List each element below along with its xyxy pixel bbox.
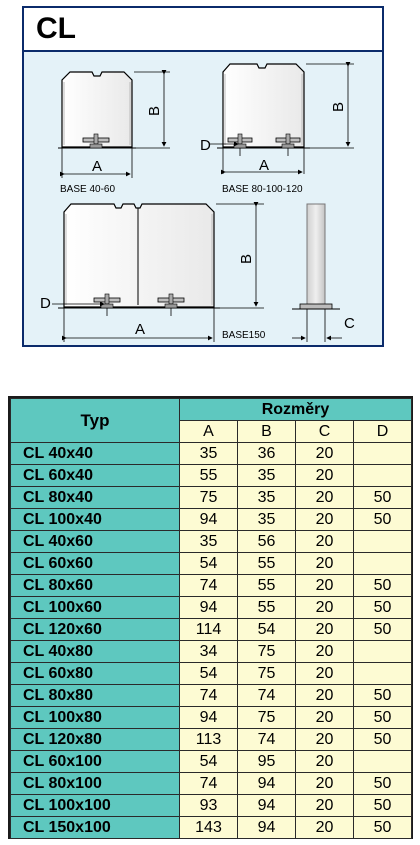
cell-a: 34 <box>180 641 238 663</box>
cell-d: 50 <box>354 487 412 509</box>
cell-d <box>354 465 412 487</box>
cell-d <box>354 663 412 685</box>
cell-d <box>354 531 412 553</box>
fig3-dim-b: B <box>238 253 255 265</box>
row-type-cell: CL 150x100 <box>11 817 180 839</box>
row-type-cell: CL 120x60 <box>11 619 180 641</box>
table-row <box>11 465 412 487</box>
cell-d: 50 <box>354 729 412 751</box>
cell-c: 20 <box>296 597 354 619</box>
cell-a: 94 <box>180 509 238 531</box>
column-header-a: A <box>180 421 238 443</box>
cell-a: 35 <box>180 443 238 465</box>
cell-b: 55 <box>238 597 296 619</box>
cell-c: 20 <box>296 509 354 531</box>
figure-base-40-60 <box>58 72 170 195</box>
cell-c: 20 <box>296 465 354 487</box>
row-type-cell: CL 100x80 <box>11 707 180 729</box>
cell-a: 75 <box>180 487 238 509</box>
cell-c: 20 <box>296 663 354 685</box>
fig3-caption: BASE150 <box>222 330 266 341</box>
table-row <box>11 817 412 839</box>
table-row <box>11 773 412 795</box>
cell-c: 20 <box>296 817 354 839</box>
cell-b: 75 <box>238 707 296 729</box>
cell-d: 50 <box>354 773 412 795</box>
fig2-dim-b: B <box>330 101 347 113</box>
cell-c: 20 <box>296 443 354 465</box>
row-type-cell: CL 60x40 <box>11 465 180 487</box>
cell-c: 20 <box>296 641 354 663</box>
cell-d: 50 <box>354 509 412 531</box>
table-row <box>11 443 412 465</box>
dimensions-table <box>10 398 412 839</box>
page-title: CL <box>36 12 76 45</box>
cell-a: 113 <box>180 729 238 751</box>
cell-c: 20 <box>296 619 354 641</box>
cell-c: 20 <box>296 531 354 553</box>
cell-b: 35 <box>238 465 296 487</box>
fig1-dim-a: A <box>91 158 103 175</box>
table-row <box>11 509 412 531</box>
table-row <box>11 751 412 773</box>
row-type-cell: CL 60x100 <box>11 751 180 773</box>
cell-d: 50 <box>354 597 412 619</box>
cell-c: 20 <box>296 685 354 707</box>
cell-c: 20 <box>296 487 354 509</box>
figure-base-150 <box>40 204 266 342</box>
cell-b: 75 <box>238 663 296 685</box>
table-row <box>11 641 412 663</box>
figure-base-80-100-120 <box>200 64 354 195</box>
dimensions-group-header: Rozměry <box>180 399 412 421</box>
cell-d: 50 <box>354 619 412 641</box>
cell-a: 54 <box>180 553 238 575</box>
type-column-header: Typ <box>11 399 180 443</box>
cell-b: 55 <box>238 553 296 575</box>
cell-a: 94 <box>180 707 238 729</box>
cell-c: 20 <box>296 751 354 773</box>
cell-b: 74 <box>238 729 296 751</box>
fig2-caption: BASE 80-100-120 <box>222 184 303 195</box>
row-type-cell: CL 100x100 <box>11 795 180 817</box>
cell-d: 50 <box>354 795 412 817</box>
fig1-caption: BASE 40-60 <box>60 184 116 195</box>
cell-d <box>354 751 412 773</box>
cell-a: 143 <box>180 817 238 839</box>
row-type-cell: CL 80x60 <box>11 575 180 597</box>
row-type-cell: CL 40x40 <box>11 443 180 465</box>
row-type-cell: CL 80x40 <box>11 487 180 509</box>
cell-b: 75 <box>238 641 296 663</box>
cell-b: 35 <box>238 487 296 509</box>
column-header-d: D <box>354 421 412 443</box>
table-row <box>11 531 412 553</box>
cell-d: 50 <box>354 575 412 597</box>
fig3-dim-a: A <box>134 321 146 338</box>
cell-b: 35 <box>238 509 296 531</box>
cell-a: 74 <box>180 575 238 597</box>
cell-b: 95 <box>238 751 296 773</box>
cell-d: 50 <box>354 707 412 729</box>
cell-c: 20 <box>296 553 354 575</box>
row-type-cell: CL 120x80 <box>11 729 180 751</box>
cell-a: 74 <box>180 685 238 707</box>
panel-title-bar <box>24 8 382 52</box>
cell-a: 35 <box>180 531 238 553</box>
technical-drawing <box>24 52 382 345</box>
cell-a: 54 <box>180 663 238 685</box>
fig4-dim-c: C <box>344 315 355 332</box>
cell-c: 20 <box>296 795 354 817</box>
table-row <box>11 795 412 817</box>
cell-d: 50 <box>354 817 412 839</box>
fig3-dim-d: D <box>40 295 51 312</box>
cell-b: 94 <box>238 817 296 839</box>
cell-d <box>354 443 412 465</box>
row-type-cell: CL 60x80 <box>11 663 180 685</box>
cell-b: 94 <box>238 795 296 817</box>
column-header-b: B <box>238 421 296 443</box>
cell-a: 74 <box>180 773 238 795</box>
table-body <box>11 443 412 839</box>
cell-d <box>354 553 412 575</box>
row-type-cell: CL 80x100 <box>11 773 180 795</box>
row-type-cell: CL 40x80 <box>11 641 180 663</box>
row-type-cell: CL 100x40 <box>11 509 180 531</box>
cell-c: 20 <box>296 707 354 729</box>
table-row <box>11 729 412 751</box>
cell-b: 74 <box>238 685 296 707</box>
figure-side-profile <box>292 204 355 342</box>
cell-a: 55 <box>180 465 238 487</box>
table-row <box>11 619 412 641</box>
cell-a: 93 <box>180 795 238 817</box>
cell-d <box>354 641 412 663</box>
row-type-cell: CL 80x80 <box>11 685 180 707</box>
cell-b: 36 <box>238 443 296 465</box>
table-row <box>11 575 412 597</box>
table-row <box>11 553 412 575</box>
cell-b: 56 <box>238 531 296 553</box>
row-type-cell: CL 40x60 <box>11 531 180 553</box>
fig1-dim-b: B <box>146 105 163 117</box>
drawing-panel <box>22 6 384 347</box>
row-type-cell: CL 60x60 <box>11 553 180 575</box>
table-row <box>11 663 412 685</box>
cell-a: 94 <box>180 597 238 619</box>
fig2-dim-a: A <box>258 157 270 174</box>
table-row <box>11 707 412 729</box>
cell-a: 114 <box>180 619 238 641</box>
cell-b: 55 <box>238 575 296 597</box>
table-row <box>11 597 412 619</box>
cell-c: 20 <box>296 729 354 751</box>
table-row <box>11 685 412 707</box>
fig2-dim-d: D <box>200 137 211 154</box>
column-header-c: C <box>296 421 354 443</box>
cell-c: 20 <box>296 575 354 597</box>
cell-a: 54 <box>180 751 238 773</box>
dimensions-table-frame <box>8 396 413 839</box>
row-type-cell: CL 100x60 <box>11 597 180 619</box>
cell-b: 54 <box>238 619 296 641</box>
cell-b: 94 <box>238 773 296 795</box>
cell-d: 50 <box>354 685 412 707</box>
table-row <box>11 487 412 509</box>
cell-c: 20 <box>296 773 354 795</box>
